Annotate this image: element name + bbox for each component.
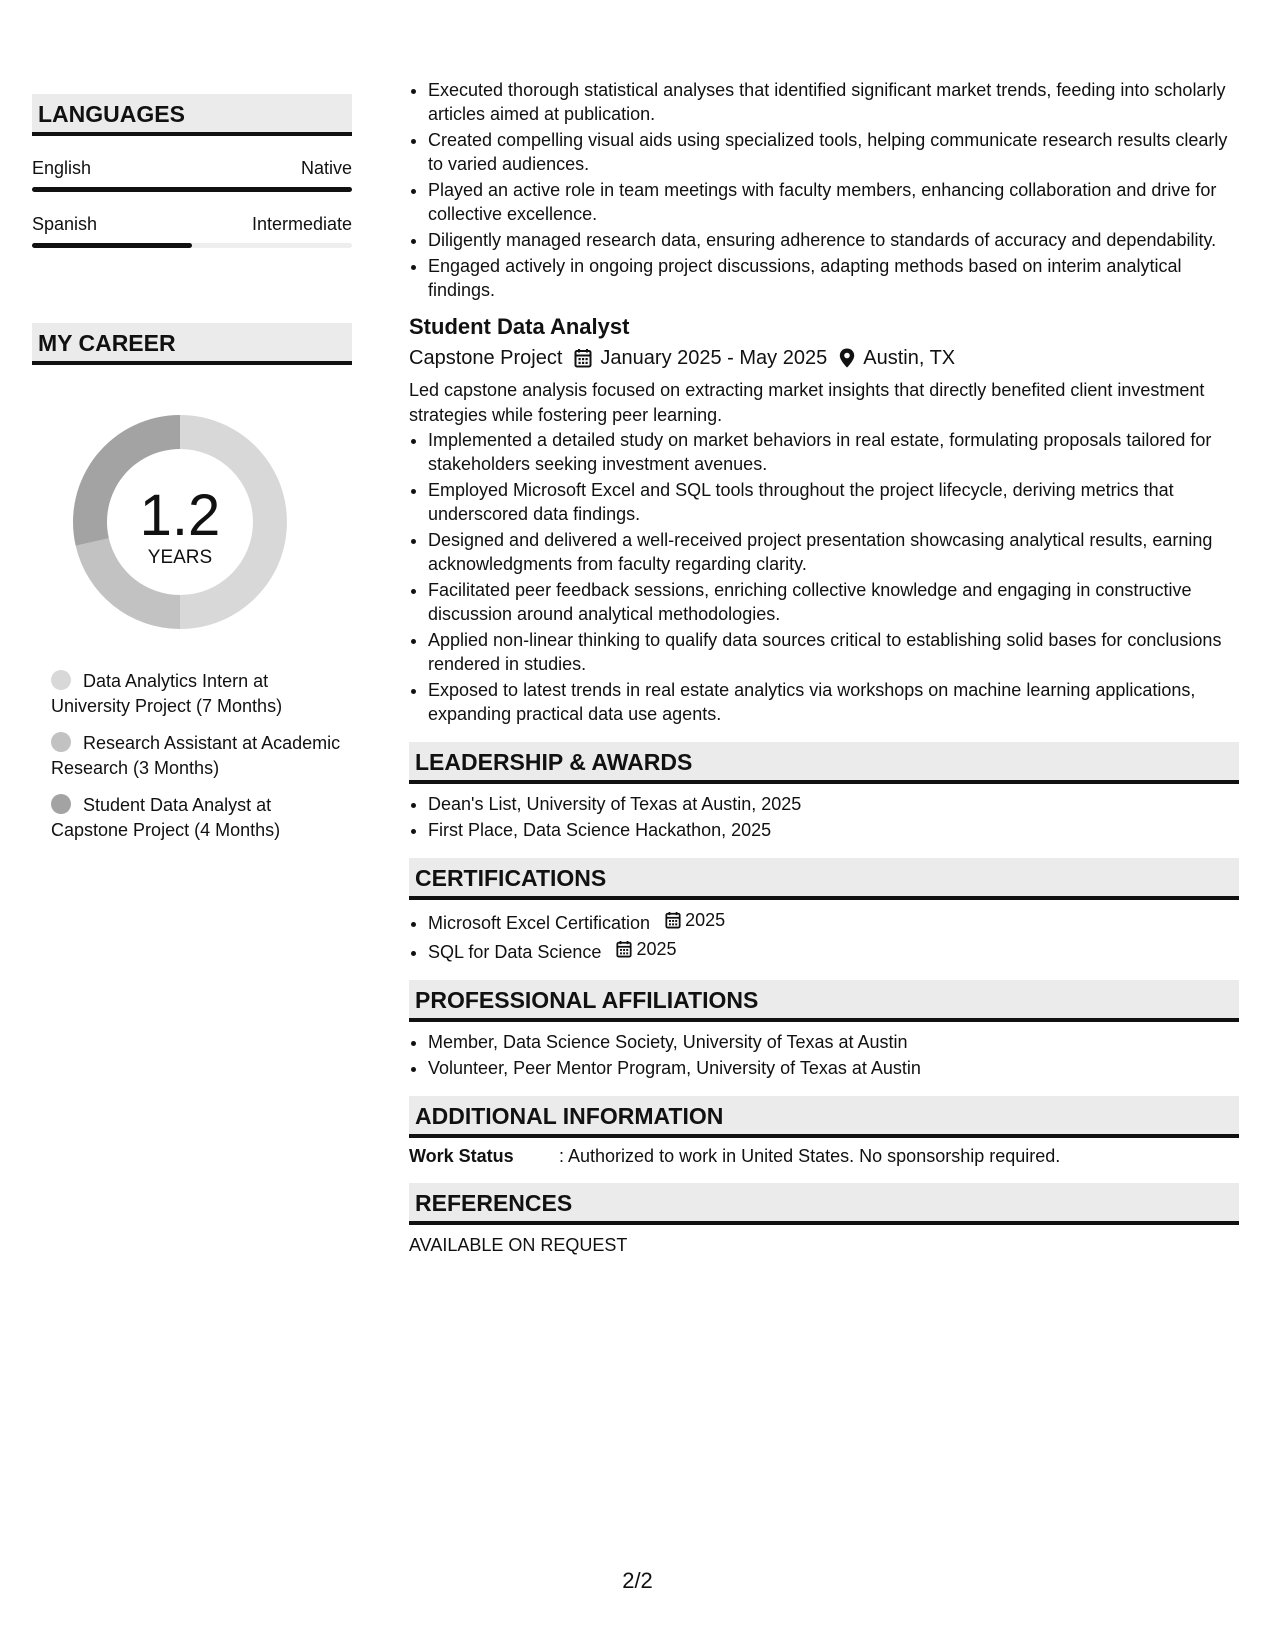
- bullet-item: • Created compelling visual aids using specialized tools, helping communicate research results clearly to varied audiences.: [428, 128, 1239, 176]
- career-donut-chart: [67, 409, 293, 635]
- language-proficiency-fill: [32, 187, 352, 192]
- career-total-value: 1.2: [139, 483, 221, 548]
- career-legend-item: [51, 793, 352, 843]
- bullet-item: • Engaged actively in ongoing project discussions, adapting methods based on interim analytical findings.: [428, 254, 1239, 302]
- career-legend: [51, 669, 352, 843]
- bullet-item: • Played an active role in team meetings with faculty members, enhancing collaboration and drive for collective excellence.: [428, 178, 1239, 226]
- certification-name: Microsoft Excel Certification: [428, 913, 651, 933]
- language-item: [32, 214, 352, 248]
- affiliations-heading: PROFESSIONAL AFFILIATIONS: [409, 980, 1239, 1022]
- certification-year: 2025: [685, 910, 726, 930]
- language-item: [32, 158, 352, 192]
- job-company: Capstone Project: [409, 347, 563, 369]
- languages-heading: LANGUAGES: [32, 94, 352, 136]
- bullet-item: • Diligently managed research data, ensuring adherence to standards of accuracy and dependability.: [428, 228, 1239, 252]
- affiliation-item: • Volunteer, Peer Mentor Program, University of Texas at Austin: [428, 1056, 1239, 1080]
- bullet-item: • Designed and delivered a well-received project presentation showcasing analytical results, earning acknowledgments from faculty regarding clarity.: [428, 528, 1239, 576]
- legend-swatch: [51, 670, 71, 690]
- affiliations-list: [409, 1030, 1239, 1080]
- calendar-icon: [616, 940, 632, 958]
- previous-job-bullets: [409, 78, 1239, 302]
- career-legend-item: [51, 669, 352, 719]
- left-column: [32, 94, 352, 855]
- references-text: AVAILABLE ON REQUEST: [409, 1235, 628, 1255]
- bullet-item: • Executed thorough statistical analyses that identified significant market trends, feeding into scholarly articles aimed at publication.: [428, 78, 1239, 126]
- language-proficiency-bar: [32, 187, 352, 192]
- bullet-item: • Employed Microsoft Excel and SQL tools throughout the project lifecycle, deriving metrics that underscored data findings.: [428, 478, 1239, 526]
- career-legend-item: [51, 731, 352, 781]
- language-name: Spanish: [32, 214, 98, 234]
- map-pin-icon: [839, 348, 855, 368]
- language-level: Native: [300, 158, 352, 178]
- career-heading: MY CAREER: [32, 323, 352, 365]
- leadership-item: • First Place, Data Science Hackathon, 2025: [428, 818, 1239, 842]
- language-name: English: [32, 158, 92, 178]
- certifications-list: [409, 908, 1239, 964]
- job-meta: [409, 344, 1239, 372]
- bullet-item: • Exposed to latest trends in real estate analytics via workshops on machine learning applications, expanding practical data use agents.: [428, 678, 1239, 726]
- bullet-item: • Implemented a detailed study on market behaviors in real estate, formulating proposals tailored for stakeholders seeking investment avenues.: [428, 428, 1239, 476]
- certification-item: [428, 908, 1239, 935]
- language-proficiency-bar: [32, 243, 352, 248]
- bullet-item: • Facilitated peer feedback sessions, enriching collective knowledge and engaging in constructive discussion around analytical methodologies.: [428, 578, 1239, 626]
- language-level: Intermediate: [251, 214, 352, 234]
- legend-swatch: [51, 794, 71, 814]
- leadership-item: • Dean's List, University of Texas at Austin, 2025: [428, 792, 1239, 816]
- bullet-item: • Applied non-linear thinking to qualify data sources critical to establishing solid bases for conclusions rendered in studies.: [428, 628, 1239, 676]
- additional-info-value: : Authorized to work in United States. No sponsorship required.: [559, 1146, 1061, 1166]
- job-location: Austin, TX: [863, 347, 956, 369]
- references-heading: REFERENCES: [409, 1183, 1239, 1225]
- calendar-icon: [665, 911, 681, 929]
- additional-info-key: Work Status: [409, 1146, 514, 1166]
- page-number: 2/2: [622, 1568, 653, 1593]
- certification-year: 2025: [636, 939, 677, 959]
- certifications-heading: CERTIFICATIONS: [409, 858, 1239, 900]
- legend-swatch: [51, 732, 71, 752]
- leadership-heading: LEADERSHIP & AWARDS: [409, 742, 1239, 784]
- leadership-list: [409, 792, 1239, 842]
- additional-info-heading: ADDITIONAL INFORMATION: [409, 1096, 1239, 1138]
- job-bullets: [409, 428, 1239, 726]
- job-description: Led capstone analysis focused on extracting market insights that directly benefited client investment strategies while fostering peer learning.: [409, 380, 1205, 425]
- career-total-unit: YEARS: [147, 547, 213, 568]
- job-dates: January 2025 - May 2025: [600, 347, 828, 369]
- right-column: [409, 78, 1239, 1256]
- certification-item: [428, 937, 1239, 964]
- calendar-icon: [574, 348, 592, 368]
- affiliation-item: • Member, Data Science Society, University of Texas at Austin: [428, 1030, 1239, 1054]
- legend-label: Student Data Analyst at Capstone Project (4 Months): [51, 795, 281, 840]
- legend-label: Research Assistant at Academic Research (3 Months): [51, 733, 341, 778]
- job-title: Student Data Analyst: [409, 314, 630, 339]
- certification-name: SQL for Data Science: [428, 942, 602, 962]
- legend-label: Data Analytics Intern at University Project (7 Months): [51, 671, 283, 716]
- additional-info-row: [409, 1146, 1239, 1167]
- language-proficiency-fill: [32, 243, 192, 248]
